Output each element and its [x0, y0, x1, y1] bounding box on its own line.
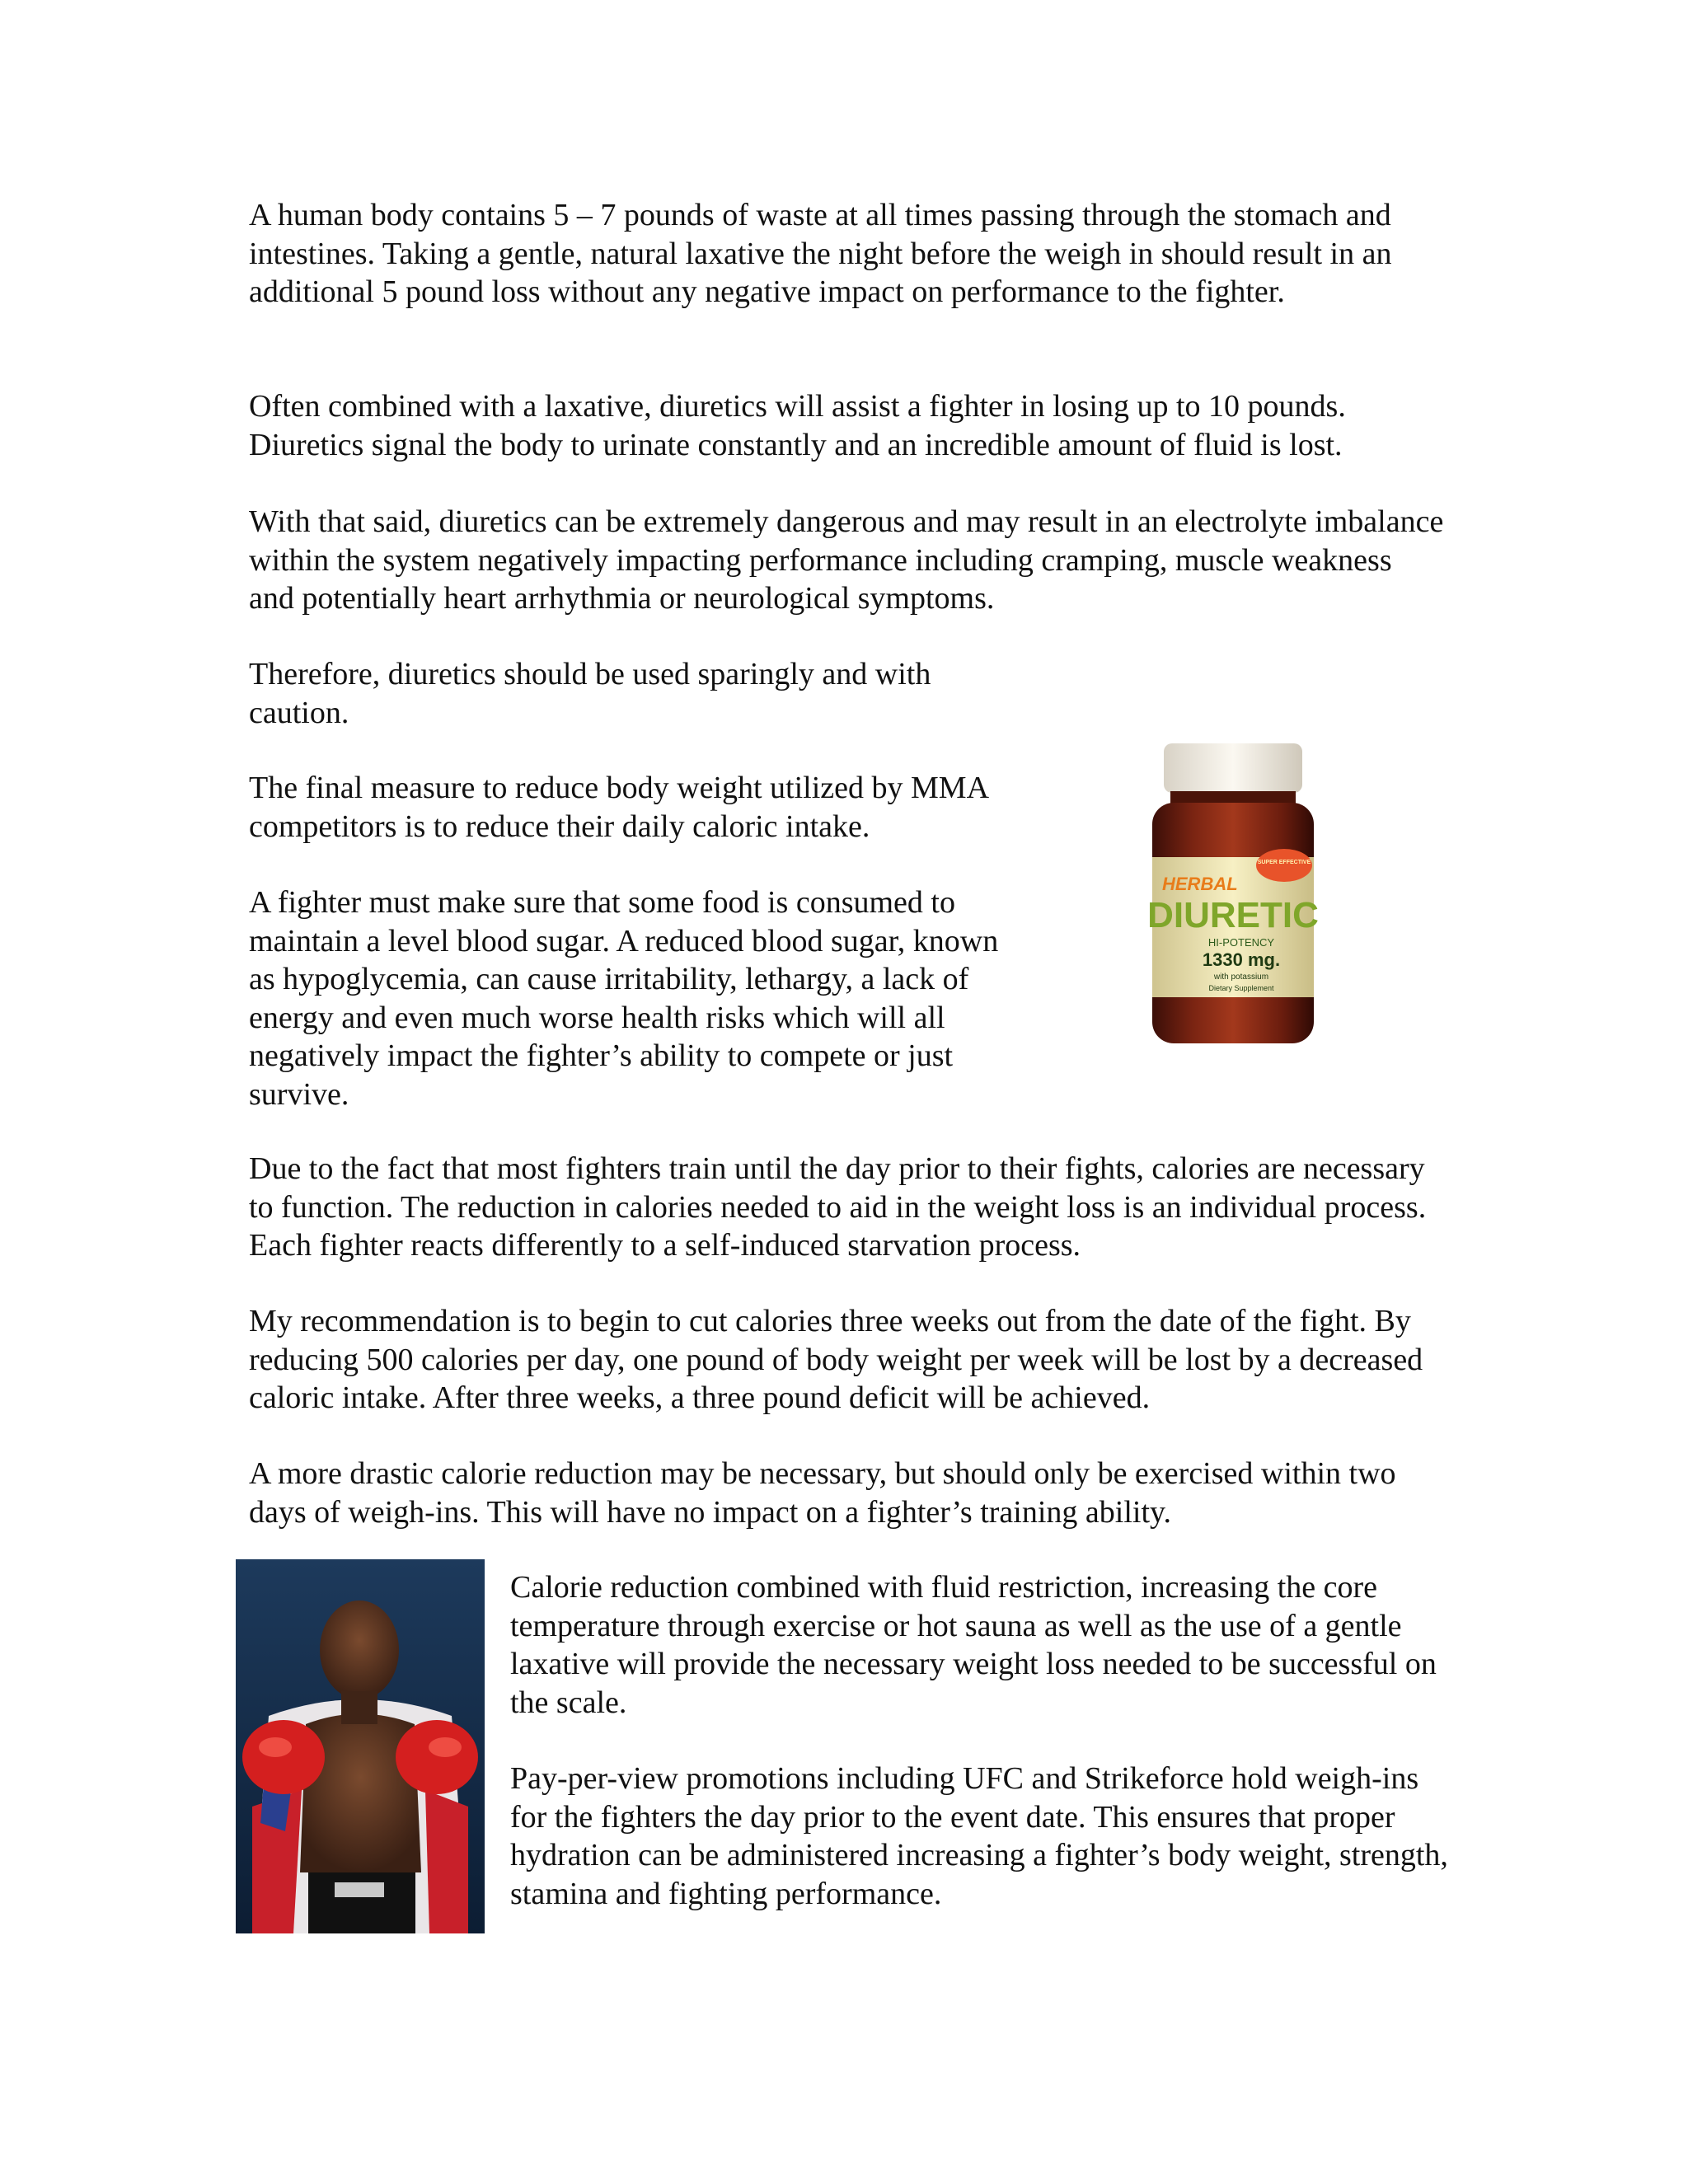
paragraph-recommendation: My recommendation is to begin to cut calories three weeks out from the date of the fight. By reducing 500 calories per day, one pound of body weight per week will be lost by a decreased caloric intake. After three weeks, a three pound deficit will be achieved.: [249, 1304, 1423, 1415]
label-supplement: Dietary Supplement: [1208, 984, 1274, 992]
paragraph-diuretics-intro: Often combined with a laxative, diuretics will assist a fighter in losing up to 10 pounds. Diuretics signal the body to urinate constantly and an incredible amount of fluid is lost.: [249, 389, 1346, 462]
right-glove-icon: [396, 1720, 478, 1794]
paragraph-diuretics-danger: With that said, diuretics can be extremely dangerous and may result in an electrolyte imbalance within the system negatively impacting performance including cramping, muscle weakness and potentially heart arrhythmia or neurological symptoms.: [249, 504, 1444, 616]
left-glove-icon: [242, 1720, 325, 1794]
label-potassium: with potassium: [1213, 972, 1269, 982]
fighter-photo: [236, 1559, 485, 1933]
paragraph-blood-sugar: A fighter must make sure that some food is consumed to maintain a level blood sugar. A reduced blood sugar, known as hypoglycemia, can cause irritability, lethargy, a lack of energy and even much worse health risks which will all negatively impact the fighter’s ability to compete or just survive.: [249, 885, 999, 1112]
super-effective-badge: [1256, 849, 1312, 882]
label-herbal: HERBAL: [1162, 874, 1238, 894]
paragraph-training: Due to the fact that most fighters train until the day prior to their fights, calories are necessary to function. The reduction in calories needed to aid in the weight loss is an individual process. Each fighter reacts differently to a self-induced starvation process.: [249, 1151, 1427, 1263]
label-dosage: 1330 mg.: [1202, 949, 1281, 970]
paragraph-caloric-intake: The final measure to reduce body weight utilized by MMA competitors is to reduce their daily caloric intake.: [249, 771, 987, 844]
paragraph-waste: A human body contains 5 – 7 pounds of waste at all times passing through the stomach and intestines. Taking a gentle, natural laxative the night before the weigh in should result in an additional 5 pound loss without any negative impact on performance to the fighter.: [249, 198, 1392, 309]
label-diuretic: DIURETIC: [1147, 895, 1319, 935]
paragraph-pay-per-view: Pay-per-view promotions including UFC and Strikeforce hold weigh-ins for the fighters the day prior to the event date. This ensures that proper hydration can be administered increasing a fighter’s body weight, strength, stamina and fighting performance.: [510, 1761, 1448, 1911]
paragraph-drastic-reduction: A more drastic calorie reduction may be necessary, but should only be exercised within two days of weigh-ins. This will have no impact on a fighter’s training ability.: [249, 1456, 1396, 1530]
fighter-shorts: [308, 1872, 415, 1933]
badge-text: SUPER EFFECTIVE: [1257, 860, 1311, 865]
diuretic-bottle-image: [1129, 725, 1335, 1055]
paragraph-caution: Therefore, diuretics should be used sparingly and with caution.: [249, 657, 931, 730]
bottle-cap: [1164, 743, 1302, 793]
paragraph-calorie-fluid: Calorie reduction combined with fluid restriction, increasing the core temperature through exercise or hot sauna as well as the use of a gentle laxative will provide the necessary weight loss needed to be successful on the scale.: [510, 1570, 1437, 1720]
label-hi-potency: HI-POTENCY: [1207, 936, 1275, 949]
fighter-head: [320, 1601, 399, 1699]
